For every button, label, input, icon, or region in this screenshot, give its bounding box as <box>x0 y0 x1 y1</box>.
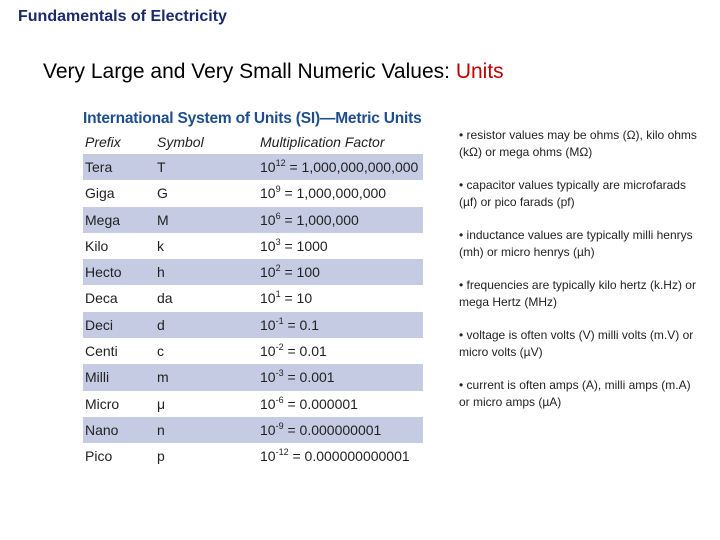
factor-value: = 1,000,000 <box>280 211 359 228</box>
factor-value: = 0.01 <box>283 343 327 360</box>
slide-title-accent: Units <box>455 60 504 83</box>
cell-factor <box>260 338 423 364</box>
cell-symbol: M <box>157 211 169 228</box>
table-row <box>83 364 423 390</box>
cell-symbol: p <box>157 448 165 465</box>
cell-prefix: Milli <box>85 369 110 386</box>
factor-exponent: -1 <box>275 315 284 326</box>
factor-value: = 100 <box>280 264 320 281</box>
cell-symbol: m <box>157 369 169 386</box>
note-frequency: • frequencies are typically kilo hertz (k.Hz) or mega Hertz (MHz) <box>459 278 696 309</box>
factor-base: 10 <box>260 290 276 307</box>
cell-symbol: n <box>157 421 165 438</box>
factor-base: 10 <box>260 316 276 333</box>
cell-prefix: Deca <box>85 290 118 307</box>
table-body <box>83 154 423 470</box>
factor-value: = 0.000000001 <box>283 421 382 438</box>
factor-exponent: -9 <box>275 420 284 431</box>
factor-base: 10 <box>260 211 276 228</box>
cell-prefix: Pico <box>85 448 113 465</box>
cell-factor <box>260 180 423 206</box>
factor-exponent: 9 <box>275 184 281 195</box>
note-current: • current is often amps (A), milli amps (m.A) or micro amps (µA) <box>459 378 691 409</box>
table-row <box>83 233 423 259</box>
cell-symbol: h <box>157 264 165 281</box>
note-voltage: • voltage is often volts (V) milli volts (m.V) or micro volts (µV) <box>459 328 694 359</box>
factor-base: 10 <box>260 185 276 202</box>
table-row <box>83 391 423 417</box>
cell-factor <box>260 443 423 469</box>
cell-prefix: Centi <box>85 343 118 360</box>
cell-prefix: Giga <box>85 185 115 202</box>
cell-factor <box>260 285 423 311</box>
slide-title-main: Very Large and Very Small Numeric Values: <box>43 60 456 83</box>
cell-prefix: Hecto <box>85 264 122 281</box>
cell-factor <box>260 207 423 233</box>
table-row <box>83 180 423 206</box>
cell-prefix: Kilo <box>85 237 109 254</box>
note-resistor: • resistor values may be ohms (Ω), kilo ohms (kΩ) or mega ohms (MΩ) <box>459 128 697 159</box>
factor-exponent: 3 <box>275 236 281 247</box>
cell-factor <box>260 154 423 180</box>
header-symbol: Symbol <box>157 134 204 150</box>
note-capacitor: • capacitor values typically are microfarads (µf) or pico farads (pf) <box>459 178 686 209</box>
factor-base: 10 <box>260 369 276 386</box>
factor-value: = 1,000,000,000,000 <box>285 159 419 175</box>
table-header-row <box>83 130 423 154</box>
notes-list <box>459 127 699 427</box>
slide-title <box>43 60 504 84</box>
table-row <box>83 338 423 364</box>
factor-exponent: 12 <box>275 158 286 168</box>
si-units-table <box>83 108 423 470</box>
cell-factor <box>260 364 423 390</box>
factor-value: = 1,000,000,000 <box>280 185 387 202</box>
table-caption: International System of Units (SI)—Metric Units <box>83 110 422 127</box>
factor-exponent: 1 <box>275 289 281 300</box>
cell-symbol: G <box>157 185 168 202</box>
cell-symbol: k <box>157 237 164 254</box>
table-row <box>83 312 423 338</box>
cell-symbol: d <box>157 316 165 333</box>
factor-value: = 0.001 <box>283 369 335 386</box>
factor-value: = 0.1 <box>283 316 320 333</box>
factor-exponent: -2 <box>275 342 284 353</box>
cell-prefix: Deci <box>85 316 114 333</box>
factor-base: 10 <box>260 343 276 360</box>
cell-prefix: Nano <box>85 421 119 438</box>
cell-symbol: c <box>157 343 164 360</box>
header-multiplication-factor: Multiplication Factor <box>260 134 385 150</box>
table-row <box>83 443 423 469</box>
header-prefix: Prefix <box>85 134 121 150</box>
cell-symbol: T <box>157 159 166 175</box>
factor-value: = 0.000001 <box>283 395 358 412</box>
cell-prefix: Tera <box>85 159 113 175</box>
table-row <box>83 207 423 233</box>
cell-factor <box>260 259 423 285</box>
cell-factor <box>260 312 423 338</box>
cell-factor <box>260 233 423 259</box>
factor-exponent: -6 <box>275 394 284 405</box>
table-row <box>83 154 423 180</box>
factor-exponent: 2 <box>275 263 281 274</box>
factor-exponent: -12 <box>275 447 289 458</box>
header-title: Fundamentals of Electricity <box>18 8 227 25</box>
factor-value: = 1000 <box>280 237 328 254</box>
cell-prefix: Micro <box>85 395 120 412</box>
factor-base: 10 <box>260 264 276 281</box>
table-row <box>83 259 423 285</box>
factor-exponent: -3 <box>275 368 284 379</box>
factor-exponent: 6 <box>275 210 281 221</box>
table-row <box>83 417 423 443</box>
factor-base: 10 <box>260 395 276 412</box>
factor-base: 10 <box>260 237 276 254</box>
table-row <box>83 285 423 311</box>
cell-prefix: Mega <box>85 211 121 228</box>
cell-symbol: μ <box>157 395 166 412</box>
factor-base: 10 <box>260 421 276 438</box>
cell-symbol: da <box>157 290 173 307</box>
factor-value: = 0.000000000001 <box>288 448 410 465</box>
note-inductance: • inductance values are typically milli henrys (mh) or micro henrys (µh) <box>459 228 693 259</box>
factor-value: = 10 <box>280 290 313 307</box>
cell-factor <box>260 417 423 443</box>
factor-base: 10 <box>260 159 276 175</box>
factor-base: 10 <box>260 448 276 465</box>
cell-factor <box>260 391 423 417</box>
